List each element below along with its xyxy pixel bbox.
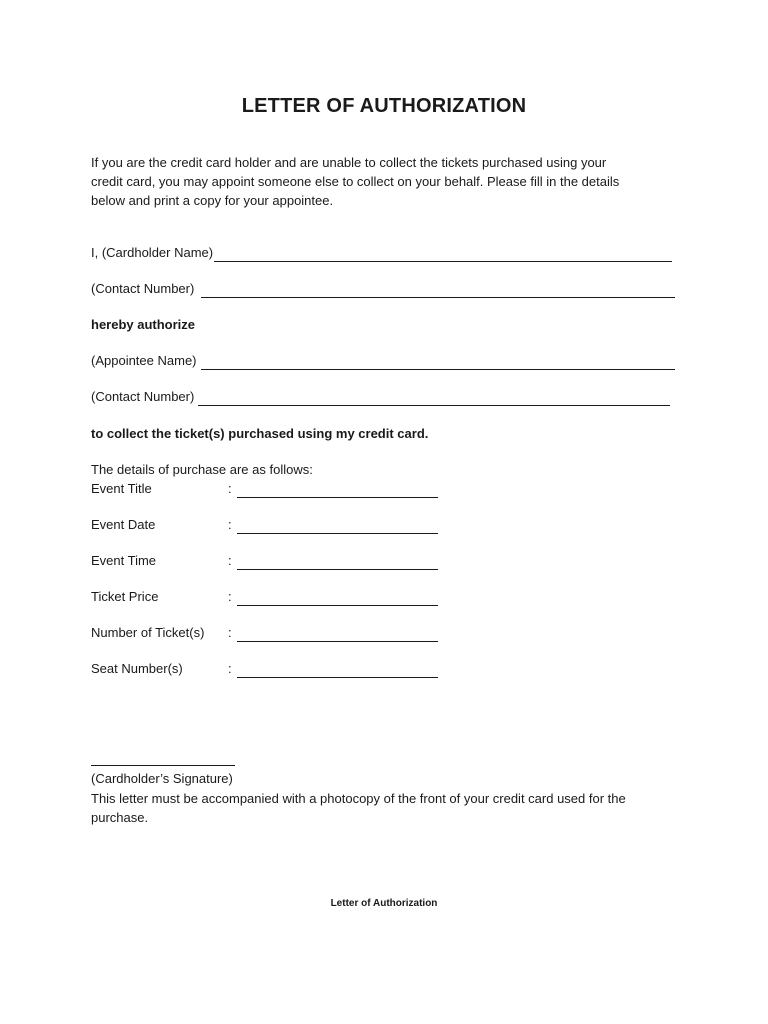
- detail-colon: :: [228, 589, 232, 604]
- appointee-name-field[interactable]: [201, 356, 675, 370]
- details-intro: The details of purchase are as follows:: [91, 462, 313, 477]
- note-line: This letter must be accompanied with a photocopy of the front of your credit card used for the: [91, 791, 626, 806]
- seat-numbers-field[interactable]: [237, 664, 438, 678]
- authorize-text: hereby authorize: [91, 317, 196, 332]
- appointee-contact-row: [91, 388, 670, 406]
- event-date-field[interactable]: [237, 520, 438, 534]
- cardholder-name-row: [91, 244, 672, 262]
- document-title: LETTER OF AUTHORIZATION: [241, 95, 527, 117]
- intro-line: below and print a copy for your appointee.: [91, 193, 334, 208]
- intro-line: credit card, you may appoint someone else to collect on your behalf. Please fill in the details: [91, 174, 620, 189]
- appointee-contact-field[interactable]: [198, 392, 670, 406]
- detail-row-event-date: [91, 516, 438, 534]
- intro-line: If you are the credit card holder and are unable to collect the tickets purchased using your: [91, 155, 607, 170]
- detail-label: Event Time: [91, 553, 157, 568]
- event-time-field[interactable]: [237, 556, 438, 570]
- note-paragraph: [91, 789, 671, 827]
- intro-paragraph: [91, 153, 651, 210]
- detail-label: Event Title: [91, 481, 152, 496]
- note-line: purchase.: [91, 810, 149, 825]
- detail-row-ticket-price: [91, 588, 438, 606]
- number-of-tickets-field[interactable]: [237, 628, 438, 642]
- appointee-name-label: (Appointee Name): [91, 353, 197, 368]
- cardholder-contact-row: [91, 280, 675, 298]
- signature-line[interactable]: [91, 765, 235, 766]
- appointee-name-row: [91, 352, 675, 370]
- detail-label: Event Date: [91, 517, 156, 532]
- cardholder-contact-label: (Contact Number): [91, 281, 195, 296]
- detail-colon: :: [228, 661, 232, 676]
- page-footer: Letter of Authorization: [330, 898, 438, 909]
- detail-colon: :: [228, 481, 232, 496]
- collect-text: to collect the ticket(s) purchased using my credit card.: [91, 426, 429, 441]
- detail-row-seat-numbers: [91, 660, 438, 678]
- detail-label: Ticket Price: [91, 589, 159, 604]
- detail-colon: :: [228, 553, 232, 568]
- detail-row-event-title: [91, 480, 438, 498]
- ticket-price-field[interactable]: [237, 592, 438, 606]
- appointee-contact-label: (Contact Number): [91, 389, 195, 404]
- detail-colon: :: [228, 517, 232, 532]
- event-title-field[interactable]: [237, 484, 438, 498]
- detail-label: Number of Ticket(s): [91, 625, 205, 640]
- cardholder-contact-field[interactable]: [201, 284, 675, 298]
- cardholder-name-field[interactable]: [214, 248, 672, 262]
- detail-colon: :: [228, 625, 232, 640]
- detail-label: Seat Number(s): [91, 661, 183, 676]
- cardholder-name-label: I, (Cardholder Name): [91, 245, 214, 260]
- signature-label: (Cardholder’s Signature): [91, 771, 233, 786]
- detail-row-number-of-tickets: [91, 624, 438, 642]
- detail-row-event-time: [91, 552, 438, 570]
